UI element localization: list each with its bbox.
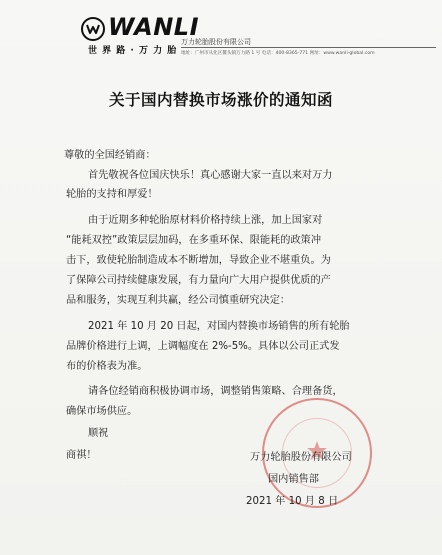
contact-line: 地址：广州市从化区鳌头镇万力路 1 号 电话：400-8365-771 网址：www.wanli-global.com: [181, 51, 375, 56]
salutation: 尊敬的全国经销商：: [64, 150, 156, 161]
para2-line5: 品和服务，实现互利共赢，经公司慎重研究决定：: [66, 295, 291, 306]
para2-line4: 了保障公司持续健康发展，有力量向广大用户提供优质的产: [66, 275, 331, 286]
company-name-header: 万力轮胎股份有限公司: [181, 38, 251, 46]
notice-title: 关于国内替换市场涨价的通知函: [108, 90, 333, 109]
para3-line2: 品牌价格进行上调，上调幅度在 2%-5%。具体以公司正式发: [66, 341, 340, 352]
para2-line1: 由于近期多种轮胎原材料价格持续上涨，加上国家对: [88, 215, 323, 226]
closing-regards: 顺祝: [88, 428, 109, 439]
para1-line1: 首先敬祝各位国庆快乐！真心感谢大家一直以来对万力: [88, 170, 333, 181]
para2-line3: 击下，致使轮胎制造成本不断增加，导致企业不堪重负。为: [66, 255, 331, 266]
wanli-logo-icon: [81, 17, 105, 41]
letter-date: 2021 年 10 月 8 日: [246, 496, 339, 507]
para3-line3: 布的价格表为准。: [66, 361, 148, 372]
signatory-department: 国内销售部: [268, 474, 319, 485]
closing-greeting: 商祺！: [66, 450, 97, 461]
brand-wordmark: WANLI: [108, 13, 199, 41]
para3-line1: 2021 年 10 月 20 日起，对国内替换市场销售的所有轮胎: [88, 321, 350, 332]
para2-line2: “能耗双控”政策层层加码，在多重环保、限能耗的政策冲: [66, 235, 322, 246]
header-divider: [181, 47, 436, 48]
brand-tagline: 世 界 路 · 万 力 胎: [88, 46, 178, 56]
signatory-company: 万力轮胎股份有限公司: [250, 452, 352, 463]
para1-line2: 轮胎的支持和厚爱！: [66, 189, 158, 200]
letterhead: [58, 10, 430, 58]
para4-line2: 确保市场供应。: [66, 406, 138, 417]
para4-line1: 请各位经销商积极协调市场，调整销售策略、合理备货，: [88, 386, 343, 397]
